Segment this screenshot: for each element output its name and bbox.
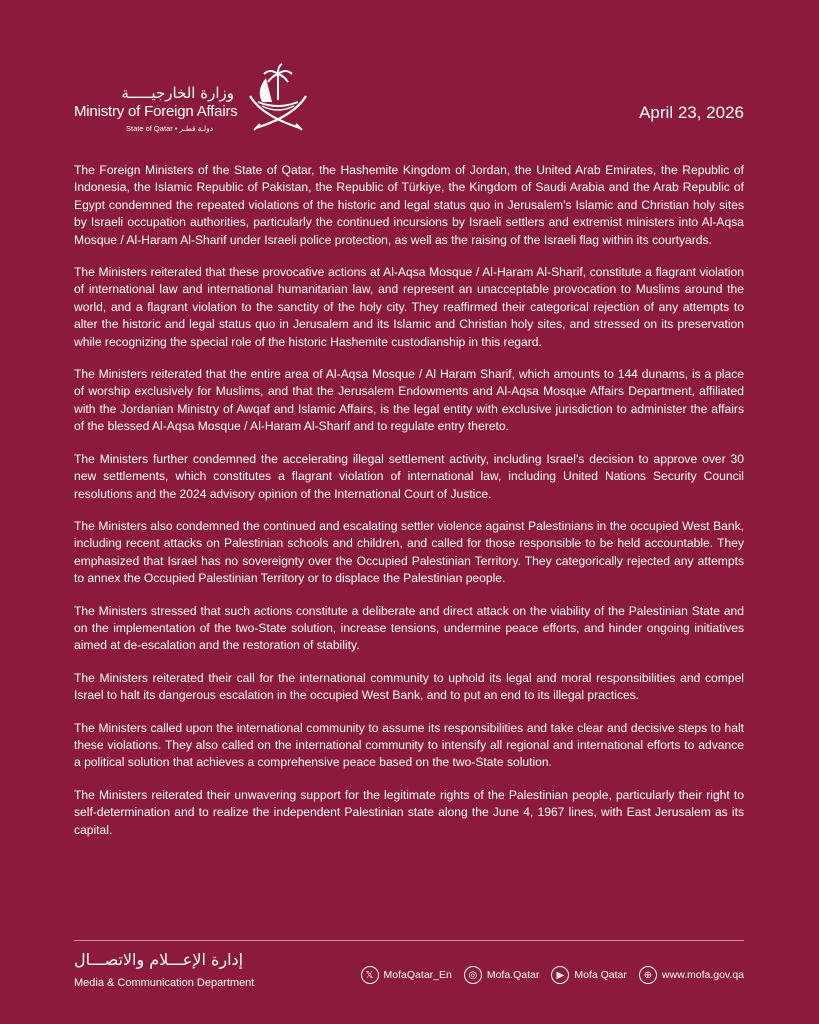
qatar-emblem-icon <box>242 62 314 134</box>
ministry-arabic-title: وزارة الخارجيـــــة <box>121 84 234 102</box>
social-label: www.mofa.gov.qa <box>661 969 744 981</box>
social-label: Mofa.Qatar <box>486 969 540 981</box>
social-label: Mofa Qatar <box>574 969 627 981</box>
header <box>74 62 744 142</box>
x-icon: 𝕏 <box>361 966 379 984</box>
statement-date: April 23, 2026 <box>639 103 744 122</box>
social-website-link[interactable] <box>639 966 744 984</box>
paragraph: The Ministers reiterated their unwavering support for the legitimate rights of the Palestinian people, particularly their right to self-determination and to realize the independent Palestinian state along the June 4, 1967 lines, with East Jerusalem as its capital. <box>74 787 744 837</box>
department-arabic: إدارة الإعـــلام والاتصـــال <box>74 950 244 969</box>
paragraph: The Ministers called upon the international community to assume its responsibilities and take clear and decisive steps to halt these violations. They also called on the international community to intensify all regional and international efforts to advance a political solution that achieves a comprehensive peace based on the two-State solution. <box>74 720 744 770</box>
paragraph: The Foreign Ministers of the State of Qatar, the Hashemite Kingdom of Jordan, the United Arab Emirates, the Republic of Indonesia, the Islamic Republic of Pakistan, the Republic of Türkiye, the Kingdom of Saudi Arabia and the Arab Republic of Egypt condemned the repeated violations of the historic and legal status quo in Jerusalem's Islamic and Christian holy sites by Israeli occupation authorities, particularly the continued incursions by Israeli settlers and extremist ministers into Al-Aqsa Mosque / Al-Haram Al-Sharif under Israeli police protection, as well as the raising of the Israeli flag within its courtyards. <box>74 163 744 247</box>
globe-icon: ⊕ <box>639 966 657 984</box>
social-links <box>361 966 744 984</box>
ministry-english-title: Ministry of Foreign Affairs <box>74 103 238 120</box>
paragraph: The Ministers further condemned the accelerating illegal settlement activity, including Israel's decision to approve over 30 new settlements, which constitutes a flagrant violation of international law, including United Nations Security Council resolutions and the 2024 advisory opinion of the International Court of Justice. <box>74 451 744 501</box>
paragraph: The Ministers reiterated their call for the international community to uphold its legal and moral responsibilities and compel Israel to halt its dangerous escalation in the occupied West Bank, and to put an end to its illegal practices. <box>74 670 744 703</box>
instagram-icon: ◎ <box>464 966 482 984</box>
paragraph: The Ministers reiterated that the entire area of Al-Aqsa Mosque / Al Haram Sharif, which amounts to 144 dunams, is a place of worship exclusively for Muslims, and that the Jerusalem Endowments and Al-Aqsa Mosque Affairs Department, affiliated with the Jordanian Ministry of Awqaf and Islamic Affairs, is the legal entity with exclusive jurisdiction to administer the affairs of the blessed Al-Aqsa Mosque / Al-Haram Al-Sharif and to regulate entry thereto. <box>74 367 744 434</box>
social-instagram-link[interactable] <box>464 966 540 984</box>
department-english: Media & Communication Department <box>74 977 255 989</box>
social-label: MofaQatar_En <box>383 969 452 981</box>
footer-divider <box>74 940 744 941</box>
youtube-icon: ▶ <box>551 966 569 984</box>
statement-body <box>74 162 744 854</box>
social-youtube-link[interactable] <box>551 966 627 984</box>
paragraph: The Ministers reiterated that these provocative actions at Al-Aqsa Mosque / Al-Haram Al-Sharif, constitute a flagrant violation of international law and international humanitarian law, and represent an unacceptable provocation to Muslims around the world, and a flagrant violation to the sanctity of the holy city. They reaffirmed their categorical rejection of any attempts to alter the historic and legal status quo in Jerusalem and its Islamic and Christian holy sites, and stressed on its preservation while recognizing the special role of the historic Hashemite custodianship in this regard. <box>74 265 744 349</box>
paragraph: The Ministers also condemned the continued and escalating settler violence against Palestinians in the occupied West Bank, including recent attacks on Palestinian schools and children, and called for those responsible to be held accountable. They emphasized that Israel has no sovereignty over the Occupied Palestinian Territory. They categorically rejected any attempts to annex the Occupied Palestinian Territory or to displace the Palestinian people. <box>74 518 744 586</box>
paragraph: The Ministers stressed that such actions constitute a deliberate and direct attack on the viability of the Palestinian State and on the implementation of the two-State solution, increase tensions, undermine peace efforts, and hinder ongoing initiatives aimed at de-escalation and the restoration of stability. <box>74 603 744 653</box>
social-x-link[interactable] <box>361 966 452 984</box>
state-subtitle: State of Qatar • دولـة قطـر <box>126 124 214 133</box>
footer-department <box>74 950 254 989</box>
